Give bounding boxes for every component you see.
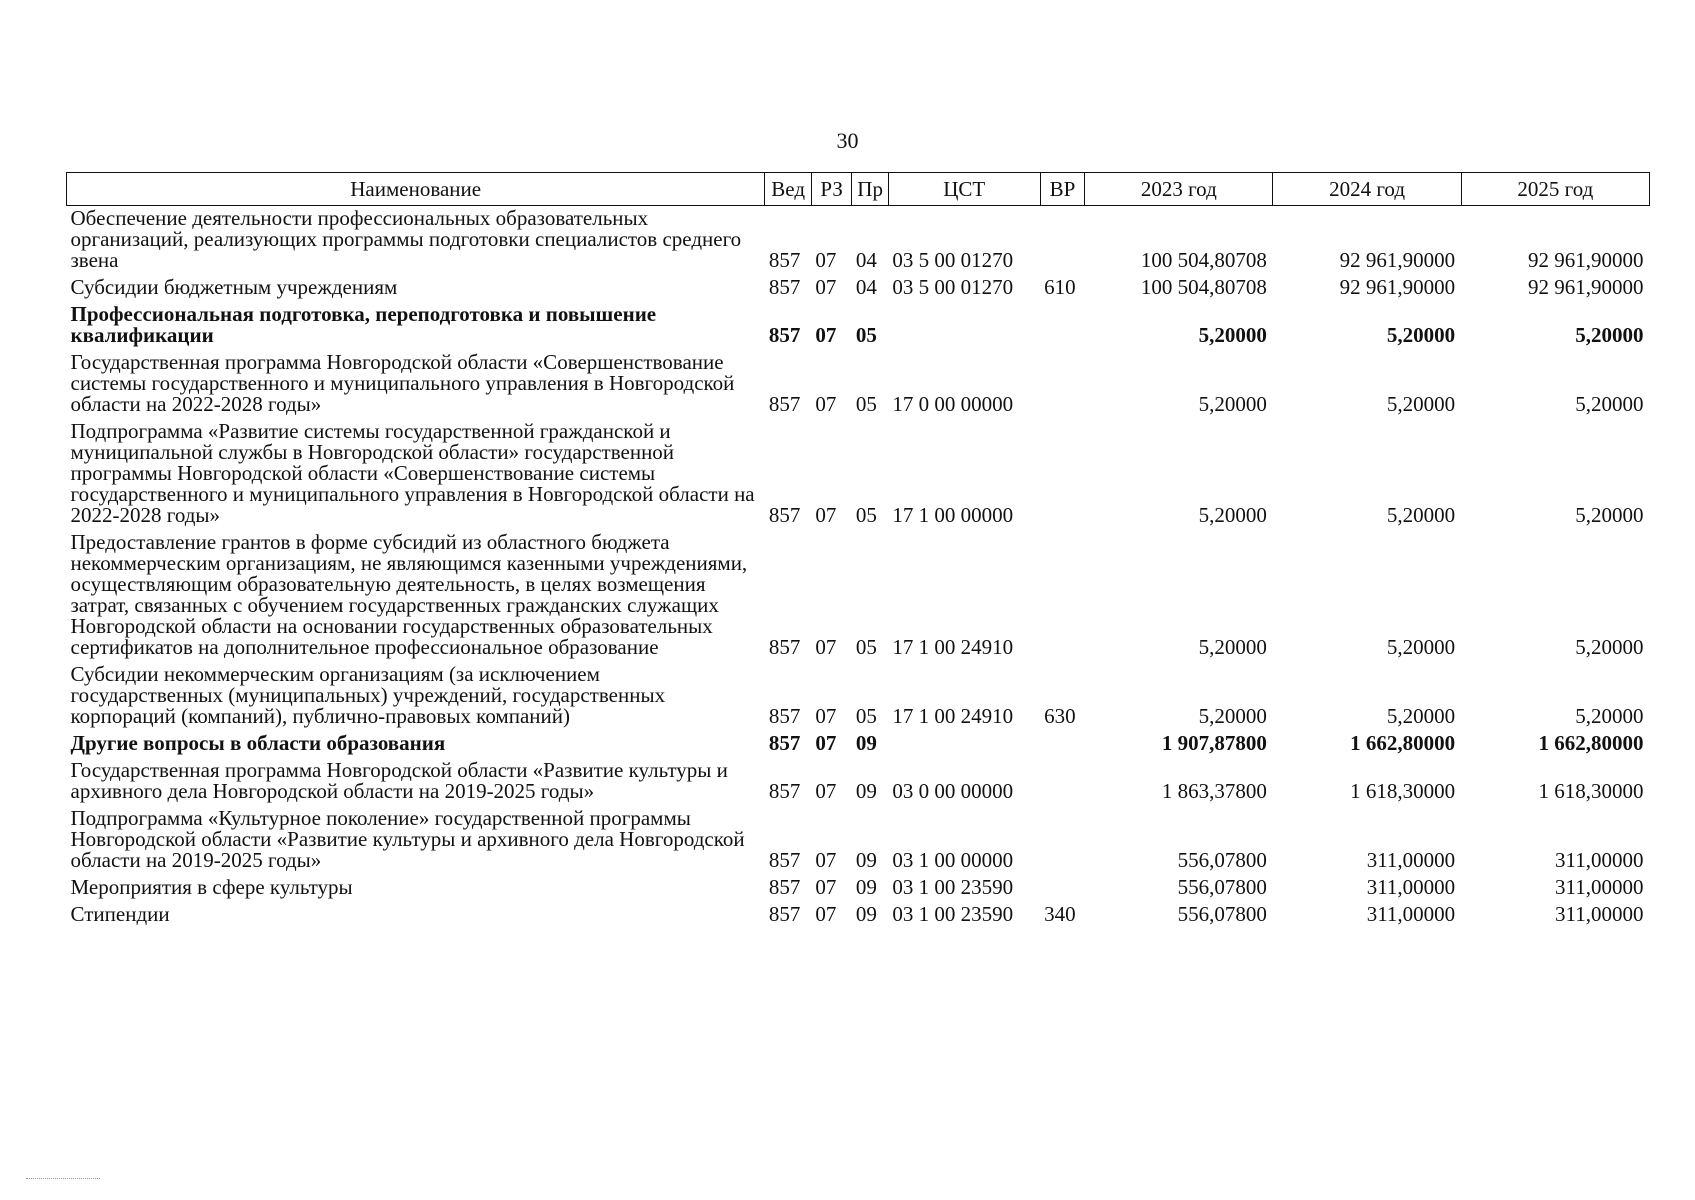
row-pr: 09 [855,902,877,926]
table-row [67,662,1650,731]
header-2024: 2024 год [1273,173,1461,206]
row-rz: 07 [815,392,837,416]
row-2024: 5,20000 [1386,704,1456,728]
table-header-row [67,173,1650,206]
row-ved: 857 [768,779,801,803]
row-2025: 5,20000 [1575,704,1644,728]
row-2025: 1 662,80000 [1538,731,1644,755]
row-ved: 857 [768,392,801,416]
header-2025: 2025 год [1461,173,1649,206]
row-2023: 5,20000 [1198,323,1267,347]
row-2025: 311,00000 [1555,902,1644,926]
row-rz: 07 [815,248,837,272]
row-cst: 03 1 00 00000 [892,848,1014,872]
row-2024: 5,20000 [1386,323,1456,347]
table-row [67,419,1650,530]
row-2025: 5,20000 [1575,323,1644,347]
row-name: Профессиональная подготовка, переподготовка и повышение квалификации [70,302,657,347]
row-ved: 857 [768,875,801,899]
row-vr [1040,350,1085,419]
row-2024: 311,00000 [1366,875,1456,899]
table-row [67,206,1650,276]
row-ved: 857 [768,704,801,728]
row-vr [1040,875,1085,902]
row-ved: 857 [768,323,801,347]
row-rz: 07 [815,635,837,659]
page-number: 30 [836,128,859,153]
header-rz: РЗ [811,173,851,206]
row-2024: 1 618,30000 [1350,779,1456,803]
table-row [67,806,1650,875]
row-2025: 92 961,90000 [1528,248,1644,272]
row-2024: 311,00000 [1366,902,1456,926]
row-vr [1040,530,1085,662]
row-vr: 340 [1044,902,1076,926]
table-row [67,350,1650,419]
row-ved: 857 [768,275,801,299]
header-name: Наименование [67,173,765,206]
row-vr [1040,302,1085,350]
row-pr: 09 [855,875,877,899]
row-rz: 07 [815,848,837,872]
row-2024: 311,00000 [1366,848,1456,872]
row-2024: 5,20000 [1386,503,1456,527]
row-rz: 07 [815,503,837,527]
row-rz: 07 [815,275,837,299]
row-2025: 92 961,90000 [1528,275,1644,299]
row-2023: 5,20000 [1198,635,1267,659]
table-row-section [67,731,1650,758]
row-cst: 17 1 00 24910 [892,635,1014,659]
row-ved: 857 [768,503,801,527]
row-2025: 1 618,30000 [1538,779,1644,803]
row-2024: 92 961,90000 [1339,248,1456,272]
row-2023: 556,07800 [1177,848,1267,872]
row-cst: 17 0 00 00000 [892,392,1014,416]
row-name: Обеспечение деятельности профессиональных образовательных организаций, реализующих программы подготовки специалистов среднего звена [70,206,742,272]
row-2025: 5,20000 [1575,635,1644,659]
row-pr: 09 [855,731,877,755]
row-pr: 05 [855,704,877,728]
row-name: Субсидии некоммерческим организациям (за исключением государственных (муниципальных) учреждений, государственных корпораций (компаний), публично-правовых компаний) [70,662,666,728]
row-rz: 07 [815,902,837,926]
row-rz: 07 [815,779,837,803]
row-cst: 03 0 00 00000 [892,779,1014,803]
header-2023: 2023 год [1085,173,1273,206]
row-cst: 17 1 00 00000 [892,503,1014,527]
row-2025: 311,00000 [1555,848,1644,872]
row-2023: 1 907,87800 [1161,731,1267,755]
row-ved: 857 [768,902,801,926]
row-2023: 5,20000 [1198,503,1267,527]
row-cst: 03 5 00 01270 [892,275,1014,299]
header-vr: ВР [1040,173,1085,206]
row-name: Стипендии [70,902,170,926]
row-pr: 05 [855,635,877,659]
row-cst: 03 5 00 01270 [892,248,1014,272]
budget-table [66,172,1650,929]
row-vr: 610 [1044,275,1076,299]
row-2024: 1 662,80000 [1350,731,1456,755]
row-2023: 5,20000 [1198,704,1267,728]
row-ved: 857 [768,248,801,272]
row-2025: 311,00000 [1555,875,1644,899]
row-name: Государственная программа Новгородской области «Совершенствование системы государственного и муниципального управления в Новгородской области на 2022-2028 годы» [70,350,735,416]
header-pr: Пр [852,173,888,206]
row-cst: 03 1 00 23590 [892,902,1014,926]
row-pr: 04 [855,275,877,299]
row-pr: 05 [855,323,877,347]
row-rz: 07 [815,731,837,755]
row-name: Государственная программа Новгородской области «Развитие культуры и архивного дела Новгородской области на 2019-2025 годы» [70,758,728,803]
row-2024: 92 961,90000 [1339,275,1456,299]
table-row [67,875,1650,902]
row-vr: 630 [1044,704,1076,728]
row-name: Субсидии бюджетным учреждениям [70,275,398,299]
row-rz: 07 [815,323,837,347]
row-name: Подпрограмма «Развитие системы государственной гражданской и муниципальной службы в Новгородской области» государственной программы Новгородской области «Совершенствование системы государственного и муниципального управления в Новгородской области на 2022-2028 годы» [70,419,755,527]
row-cst [888,731,1040,758]
row-name: Другие вопросы в области образования [70,731,446,755]
row-2025: 5,20000 [1575,392,1644,416]
row-pr: 04 [855,248,877,272]
row-rz: 07 [815,875,837,899]
row-2023: 556,07800 [1177,902,1267,926]
row-cst [888,302,1040,350]
row-vr [1040,419,1085,530]
row-2023: 1 863,37800 [1161,779,1267,803]
row-ved: 857 [768,635,801,659]
table-row [67,275,1650,302]
row-vr [1040,206,1085,276]
row-cst: 03 1 00 23590 [892,875,1014,899]
row-ved: 857 [768,731,801,755]
table-row-section [67,302,1650,350]
table-row [67,758,1650,806]
row-vr [1040,758,1085,806]
row-vr [1040,806,1085,875]
row-pr: 05 [855,503,877,527]
row-2023: 100 504,80708 [1140,275,1267,299]
row-name: Мероприятия в сфере культуры [70,875,353,899]
header-ved: Вед [765,173,812,206]
row-cst: 17 1 00 24910 [892,704,1014,728]
row-ved: 857 [768,848,801,872]
row-name: Предоставление грантов в форме субсидий из областного бюджета некоммерческим организациям, не являющимся казенными учреждениями, осуществляющим образовательную деятельность, в целях возмещения затрат, связанных с обучением государственных гражданских служащих Новгородской области на основании государственных образовательных сертификатов на дополнительное профессиональное образование [70,530,748,659]
row-2025: 5,20000 [1575,503,1644,527]
row-pr: 09 [855,848,877,872]
row-pr: 09 [855,779,877,803]
scan-artifact-divider [26,1178,100,1179]
row-pr: 05 [855,392,877,416]
row-vr [1040,731,1085,758]
row-name: Подпрограмма «Культурное поколение» государственной программы Новгородской области «Развитие культуры и архивного дела Новгородской области на 2019-2025 годы» [70,806,745,872]
row-2023: 100 504,80708 [1140,248,1267,272]
row-2023: 556,07800 [1177,875,1267,899]
row-2024: 5,20000 [1386,635,1456,659]
row-2024: 5,20000 [1386,392,1456,416]
header-cst: ЦСТ [888,173,1040,206]
row-2023: 5,20000 [1198,392,1267,416]
table-row [67,530,1650,662]
row-rz: 07 [815,704,837,728]
table-row [67,902,1650,929]
